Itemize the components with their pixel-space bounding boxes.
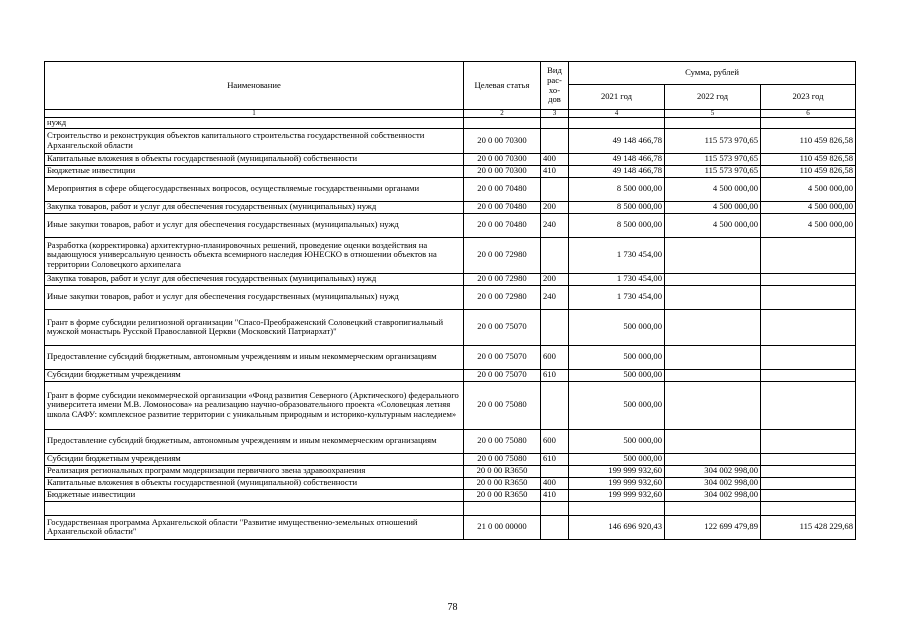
table-row: [45, 153, 856, 165]
row-target-article: 20 0 00 75070: [464, 309, 541, 345]
row-name: Бюджетные инвестиции: [45, 165, 464, 177]
row-name: Разработка (корректировка) архитектурно-планировочных решений, проведение оценки воздействия на выдающуюся универсальную ценность объекта всемирного наследия ЮНЕСКО в отношении объектов на территории Соловецкого архипелага: [45, 237, 464, 273]
row-target-article: 20 0 00 75080: [464, 453, 541, 465]
row-sum-2021: 500 000,00: [569, 453, 665, 465]
row-sum-2023: [761, 345, 856, 369]
row-expense-type: [541, 237, 569, 273]
row-name: Бюджетные инвестиции: [45, 489, 464, 501]
row-sum-2023: [761, 477, 856, 489]
row-target-article: 20 0 00 72980: [464, 237, 541, 273]
table-row: [45, 465, 856, 477]
row-sum-2022: 4 500 000,00: [665, 213, 761, 237]
row-name: Грант в форме субсидии некоммерческой организации «Фонд развития Северного (Арктического) федерального университета имени М.В. Ломоносова» на реализацию научно-образовательного проекта «Соловецкая летняя школа САФУ: комплексное развитие территории с уникальным природным и историко-культурным наследием»: [45, 381, 464, 429]
table-row: [45, 477, 856, 489]
row-sum-2022: 4 500 000,00: [665, 201, 761, 213]
row-target-article: 20 0 00 75070: [464, 369, 541, 381]
row-name: нужд: [45, 118, 464, 129]
row-sum-2021: 500 000,00: [569, 381, 665, 429]
row-sum-2022: [665, 381, 761, 429]
row-sum-2021: [569, 118, 665, 129]
row-target-article: 20 0 00 70480: [464, 177, 541, 201]
row-expense-type: 610: [541, 369, 569, 381]
row-target-article: 20 0 00 70480: [464, 213, 541, 237]
column-number: 3: [541, 110, 569, 118]
row-expense-type: [541, 128, 569, 153]
row-sum-2023: 110 459 826,58: [761, 153, 856, 165]
header-year-2022: 2022 год: [665, 85, 761, 110]
header-sum: Сумма, рублей: [569, 62, 856, 85]
row-sum-2022: 4 500 000,00: [665, 177, 761, 201]
row-name: Субсидии бюджетным учреждениям: [45, 369, 464, 381]
row-target-article: 20 0 00 R3650: [464, 489, 541, 501]
table-row: [45, 285, 856, 309]
table-row: [45, 429, 856, 453]
row-target-article: 20 0 00 72980: [464, 273, 541, 285]
row-sum-2022: 304 002 998,00: [665, 477, 761, 489]
column-number: 5: [665, 110, 761, 118]
empty-row: [45, 501, 856, 515]
row-sum-2022: 115 573 970,65: [665, 128, 761, 153]
row-sum-2021: 199 999 932,60: [569, 477, 665, 489]
row-name: Иные закупки товаров, работ и услуг для обеспечения государственных (муниципальных) нужд: [45, 213, 464, 237]
row-sum-2021: 8 500 000,00: [569, 213, 665, 237]
row-name: Грант в форме субсидии религиозной организации "Спасо-Преображенский Соловецкий ставропигиальный мужской монастырь Русской Православной Церкви (Московский Патриархат)": [45, 309, 464, 345]
row-sum-2023: [761, 369, 856, 381]
table-row: [45, 273, 856, 285]
column-number-row: [45, 110, 856, 118]
row-sum-2023: 4 500 000,00: [761, 201, 856, 213]
row-target-article: 20 0 00 70300: [464, 165, 541, 177]
row-sum-2022: [665, 285, 761, 309]
row-target-article: 20 0 00 75070: [464, 345, 541, 369]
row-sum-2023: [761, 309, 856, 345]
table-row: [45, 237, 856, 273]
total-expense-type: [541, 515, 569, 539]
row-sum-2021: 49 148 466,78: [569, 153, 665, 165]
row-sum-2022: [665, 118, 761, 129]
row-expense-type: 410: [541, 165, 569, 177]
table-row: [45, 369, 856, 381]
header-name: Наименование: [45, 62, 464, 110]
table-row: [45, 165, 856, 177]
row-sum-2022: 115 573 970,65: [665, 165, 761, 177]
row-name: Предоставление субсидий бюджетным, автономным учреждениям и иным некоммерческим организациям: [45, 429, 464, 453]
row-expense-type: 600: [541, 345, 569, 369]
row-expense-type: 200: [541, 273, 569, 285]
row-sum-2021: 49 148 466,78: [569, 128, 665, 153]
row-expense-type: 200: [541, 201, 569, 213]
row-sum-2022: [665, 273, 761, 285]
total-row: [45, 515, 856, 539]
column-number: 1: [45, 110, 464, 118]
row-sum-2021: 8 500 000,00: [569, 177, 665, 201]
row-sum-2021: 8 500 000,00: [569, 201, 665, 213]
row-sum-2021: 199 999 932,60: [569, 489, 665, 501]
row-sum-2023: [761, 489, 856, 501]
row-sum-2022: [665, 345, 761, 369]
row-sum-2023: [761, 285, 856, 309]
row-expense-type: [541, 465, 569, 477]
row-sum-2023: 110 459 826,58: [761, 165, 856, 177]
row-target-article: 20 0 00 70300: [464, 128, 541, 153]
row-sum-2023: [761, 237, 856, 273]
row-sum-2021: 1 730 454,00: [569, 285, 665, 309]
row-sum-2023: 4 500 000,00: [761, 213, 856, 237]
total-name: Государственная программа Архангельской области "Развитие имущественно-земельных отношений Архангельской области": [45, 515, 464, 539]
row-name: Капитальные вложения в объекты государственной (муниципальной) собственности: [45, 153, 464, 165]
table-row: [45, 489, 856, 501]
row-sum-2022: [665, 453, 761, 465]
total-target-article: 21 0 00 00000: [464, 515, 541, 539]
total-sum-2022: 122 699 479,89: [665, 515, 761, 539]
row-name: Закупка товаров, работ и услуг для обеспечения государственных (муниципальных) нужд: [45, 273, 464, 285]
total-sum-2023: 115 428 229,68: [761, 515, 856, 539]
row-sum-2023: 4 500 000,00: [761, 177, 856, 201]
row-expense-type: [541, 118, 569, 129]
row-sum-2023: [761, 429, 856, 453]
table-body: [45, 118, 856, 540]
table-row: [45, 345, 856, 369]
row-name: Предоставление субсидий бюджетным, автономным учреждениям и иным некоммерческим организациям: [45, 345, 464, 369]
row-expense-type: 600: [541, 429, 569, 453]
row-target-article: 20 0 00 70300: [464, 153, 541, 165]
table-row: [45, 381, 856, 429]
page-number: 78: [447, 602, 458, 613]
row-sum-2022: [665, 309, 761, 345]
row-sum-2022: 115 573 970,65: [665, 153, 761, 165]
row-name: Мероприятия в сфере общегосударственных вопросов, осуществляемые государственными органами: [45, 177, 464, 201]
header-target-article: Целевая статья: [464, 62, 541, 110]
table-row: [45, 201, 856, 213]
row-name: Строительство и реконструкция объектов капитального строительства государственной собственности Архангельской области: [45, 128, 464, 153]
row-expense-type: [541, 309, 569, 345]
total-sum-2021: 146 696 920,43: [569, 515, 665, 539]
row-sum-2023: 110 459 826,58: [761, 128, 856, 153]
row-target-article: [464, 118, 541, 129]
row-target-article: 20 0 00 72980: [464, 285, 541, 309]
column-number: 4: [569, 110, 665, 118]
row-expense-type: [541, 177, 569, 201]
row-sum-2021: 500 000,00: [569, 309, 665, 345]
row-sum-2022: [665, 237, 761, 273]
header-year-2023: 2023 год: [761, 85, 856, 110]
row-sum-2023: [761, 453, 856, 465]
table-row: [45, 177, 856, 201]
row-sum-2022: 304 002 998,00: [665, 465, 761, 477]
row-target-article: 20 0 00 70480: [464, 201, 541, 213]
row-sum-2021: 1 730 454,00: [569, 237, 665, 273]
header-expense-type: Вид рас-хо-дов: [541, 62, 569, 110]
row-sum-2021: 49 148 466,78: [569, 165, 665, 177]
row-name: Капитальные вложения в объекты государственной (муниципальной) собственности: [45, 477, 464, 489]
row-expense-type: 240: [541, 213, 569, 237]
table-row: [45, 453, 856, 465]
row-sum-2022: [665, 429, 761, 453]
row-target-article: 20 0 00 75080: [464, 429, 541, 453]
row-expense-type: 410: [541, 489, 569, 501]
row-expense-type: 240: [541, 285, 569, 309]
header-year-2021: 2021 год: [569, 85, 665, 110]
table-row: [45, 309, 856, 345]
table-row: [45, 118, 856, 129]
row-sum-2021: 500 000,00: [569, 369, 665, 381]
row-sum-2021: 199 999 932,60: [569, 465, 665, 477]
row-expense-type: 610: [541, 453, 569, 465]
row-sum-2022: [665, 369, 761, 381]
column-number: 6: [761, 110, 856, 118]
budget-table: [44, 61, 856, 540]
column-number: 2: [464, 110, 541, 118]
row-sum-2023: [761, 381, 856, 429]
table-row: [45, 213, 856, 237]
row-sum-2023: [761, 273, 856, 285]
table-row: [45, 128, 856, 153]
row-expense-type: 400: [541, 477, 569, 489]
row-sum-2022: 304 002 998,00: [665, 489, 761, 501]
row-expense-type: 400: [541, 153, 569, 165]
row-sum-2021: 500 000,00: [569, 429, 665, 453]
row-name: Реализация региональных программ модернизации первичного звена здравоохранения: [45, 465, 464, 477]
row-sum-2021: 500 000,00: [569, 345, 665, 369]
row-sum-2023: [761, 465, 856, 477]
row-target-article: 20 0 00 R3650: [464, 477, 541, 489]
row-name: Закупка товаров, работ и услуг для обеспечения государственных (муниципальных) нужд: [45, 201, 464, 213]
row-sum-2023: [761, 118, 856, 129]
row-expense-type: [541, 381, 569, 429]
row-target-article: 20 0 00 75080: [464, 381, 541, 429]
row-sum-2021: 1 730 454,00: [569, 273, 665, 285]
row-target-article: 20 0 00 R3650: [464, 465, 541, 477]
row-name: Иные закупки товаров, работ и услуг для обеспечения государственных (муниципальных) нужд: [45, 285, 464, 309]
row-name: Субсидии бюджетным учреждениям: [45, 453, 464, 465]
